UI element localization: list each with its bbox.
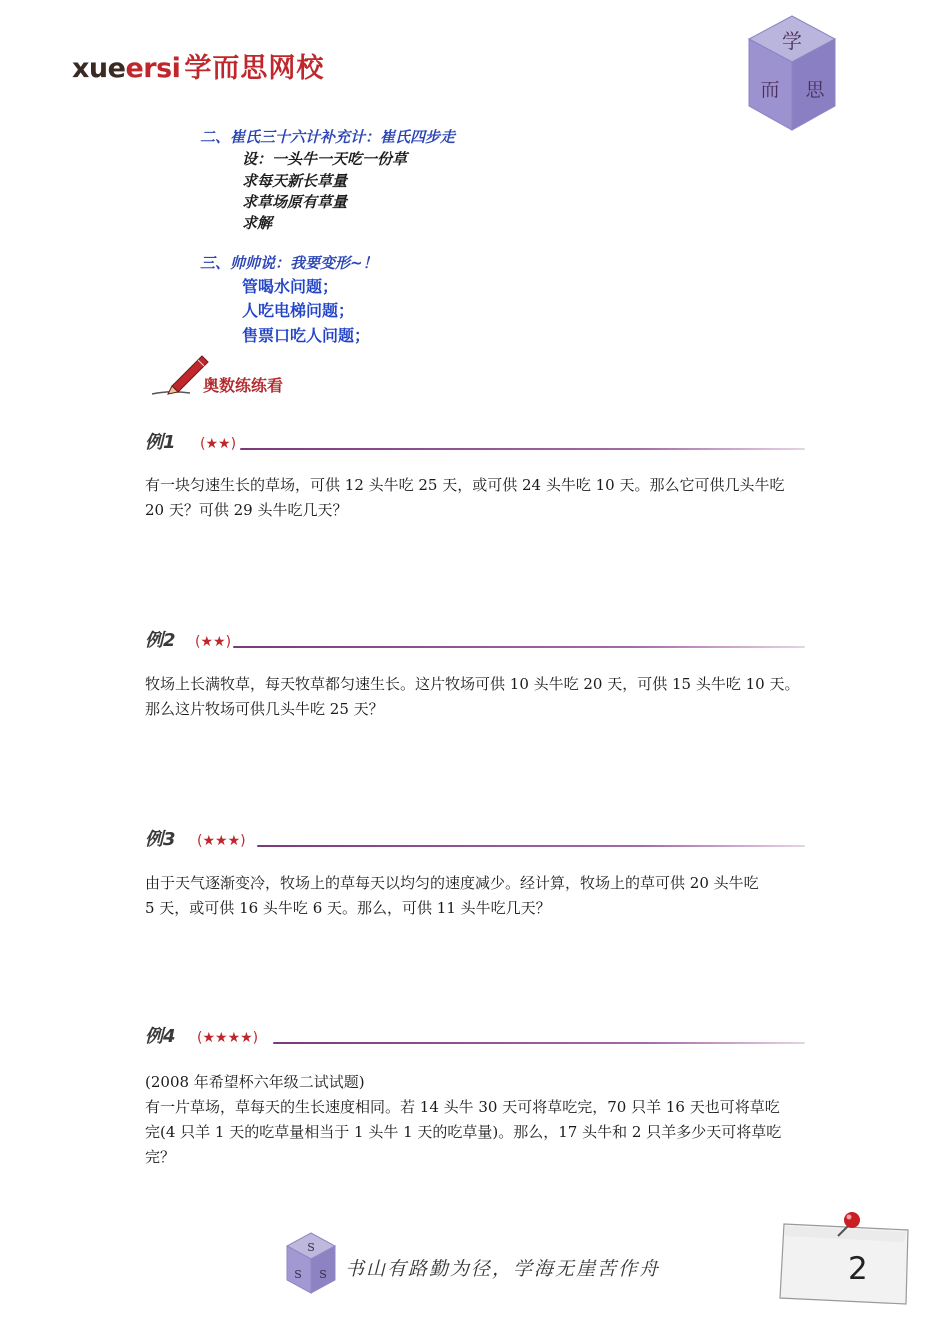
example-1-line-2: 20 天？可供 29 头牛吃几天？ (145, 501, 348, 519)
example-2-divider (233, 646, 805, 648)
cube-char-2: 而 (760, 79, 780, 101)
xueersi-logo (72, 46, 324, 85)
example-1-line-1: 有一块匀速生长的草场，可供 12 头牛吃 25 天，或可供 24 头牛吃 10 天。那么它可供几头牛吃 (145, 476, 785, 494)
xueersi-cube-icon (745, 12, 840, 137)
example-2-line-2: 那么这片牧场可供几头牛吃 25 天？ (145, 700, 384, 718)
example-2-line-1: 牧场上长满牧草，每天牧草都匀速生长。这片牧场可供 10 头牛吃 20 天，可供 15 头牛吃 10 天。 (145, 675, 800, 693)
example-2-label: 例2 (145, 630, 176, 651)
footer-cube-letter-3: S (319, 1268, 327, 1281)
example-2-stars: (★★) (195, 634, 232, 650)
example-2-header (145, 626, 805, 656)
section2-title: 二、崔氏三十六计补充计：崔氏四步走 (200, 128, 456, 146)
example-4-header (145, 1022, 805, 1052)
example-3-header (145, 825, 805, 855)
example-4-stars: (★★★★) (197, 1030, 259, 1046)
olympiad-title: 奥数练练看 (203, 376, 284, 395)
section3-line-2: 人吃电梯问题； (242, 301, 355, 320)
cube-char-1: 学 (782, 29, 802, 53)
example-1-stars: (★★) (200, 436, 237, 452)
example-4-line-3: 完(4 只羊 1 天的吃草量相当于 1 头牛 1 天的吃草量)。那么，17 头牛和 2 只羊多少天可将草吃 (145, 1123, 782, 1141)
sticky-note-icon (776, 1212, 916, 1312)
example-1-label: 例1 (145, 432, 176, 453)
example-4-text (145, 1070, 820, 1170)
footer-cube-letter-1: S (307, 1241, 315, 1254)
logo-xue: xue (72, 53, 126, 84)
example-3-text (145, 871, 820, 921)
example-4-line-4: 完？ (145, 1148, 176, 1166)
example-4-line-2: 有一片草场，草每天的生长速度相同。若 14 头牛 30 天可将草吃完，70 只羊 16 天也可将草吃 (145, 1098, 780, 1116)
section3-line-3: 售票口吃人问题； (242, 326, 371, 345)
example-3-stars: (★★★) (197, 833, 246, 849)
logo-chinese: 学而思网校 (184, 53, 325, 84)
section3-title: 三、帅帅说：我要变形~！ (200, 254, 378, 272)
footer-cube-letter-2: S (294, 1268, 302, 1281)
example-3-line-2: 5 天，或可供 16 头牛吃 6 天。那么，可供 11 头牛吃几天？ (145, 899, 551, 917)
example-1-divider (240, 448, 805, 450)
section2-line-2: 求每天新长草量 (242, 172, 348, 190)
page-number: 2 (848, 1251, 868, 1287)
example-1-text (145, 473, 820, 523)
example-2-text (145, 672, 820, 722)
example-3-divider (257, 845, 805, 847)
section2-line-1: 设：一头牛一天吃一份草 (242, 150, 408, 168)
footer-motto: 书山有路勤为径，学海无崖苦作舟 (345, 1258, 661, 1280)
section2-line-4: 求解 (242, 214, 273, 232)
example-3-line-1: 由于天气逐渐变冷，牧场上的草每天以均匀的速度减少。经计算，牧场上的草可供 20 头牛吃 (145, 874, 759, 892)
logo-ersi: ersi (125, 53, 181, 84)
example-4-divider (273, 1042, 805, 1044)
example-4-line-1: (2008 年希望杯六年级二试试题) (145, 1073, 365, 1091)
section3-line-1: 管喝水问题； (242, 277, 339, 296)
cube-char-3: 思 (805, 79, 825, 101)
example-1-header (145, 428, 805, 458)
footer-cube-icon (285, 1231, 337, 1295)
section2-line-3: 求草场原有草量 (242, 193, 348, 211)
example-3-label: 例3 (145, 829, 176, 850)
example-4-label: 例4 (145, 1026, 176, 1047)
